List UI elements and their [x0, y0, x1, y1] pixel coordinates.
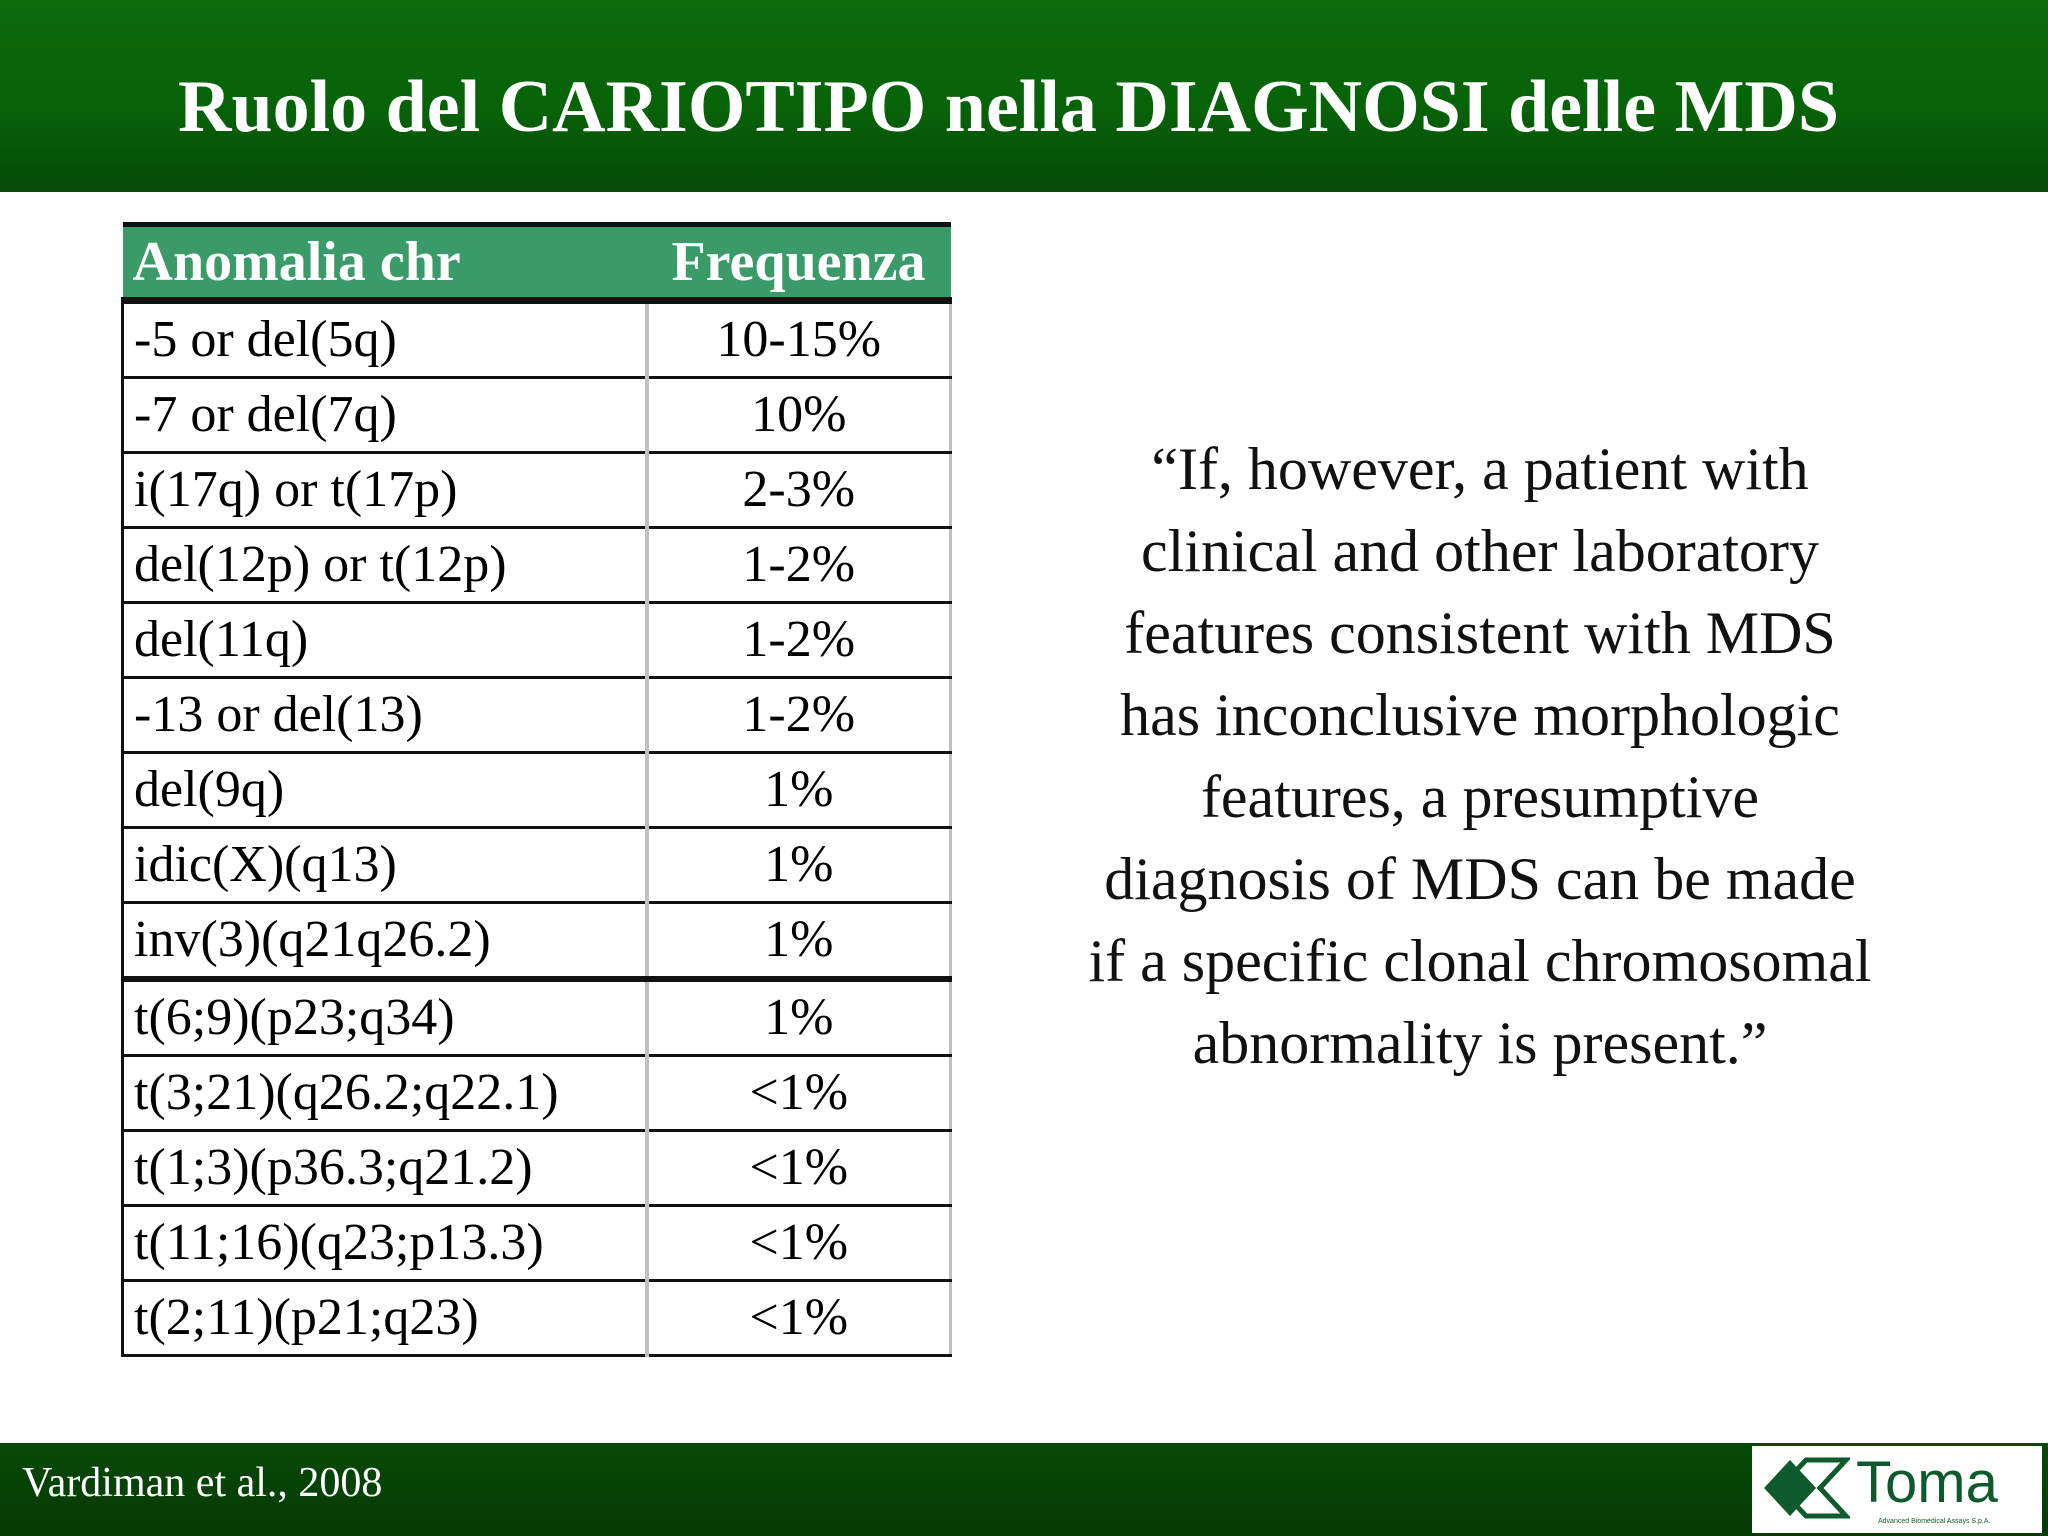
table-row [123, 528, 951, 603]
anomaly-cell: t(1;3)(p36.3;q21.2) [123, 1131, 647, 1206]
frequency-cell: 10-15% [647, 301, 951, 378]
frequency-cell: <1% [647, 1056, 951, 1131]
column-header-anomaly: Anomalia chr [123, 225, 647, 301]
quote-line: if a specific clonal chromosomal [1088, 928, 1872, 994]
frequency-cell: 1% [647, 903, 951, 980]
anomaly-cell: i(17q) or t(17p) [123, 453, 647, 528]
citation: Vardiman et al., 2008 [22, 1460, 383, 1506]
anomaly-cell: idic(X)(q13) [123, 828, 647, 903]
karyotype-table [121, 222, 952, 1357]
quote-line: features, a presumptive [1200, 764, 1760, 830]
title-bar [0, 0, 2048, 192]
anomaly-cell: del(9q) [123, 753, 647, 828]
frequency-cell: 1% [647, 828, 951, 903]
anomaly-cell: del(11q) [123, 603, 647, 678]
frequency-cell: 1-2% [647, 528, 951, 603]
frequency-cell: <1% [647, 1131, 951, 1206]
frequency-cell: 1-2% [647, 603, 951, 678]
table-row [123, 828, 951, 903]
table-row [123, 453, 951, 528]
table-row [123, 1206, 951, 1281]
frequency-cell: 1% [647, 979, 951, 1056]
table-row [123, 378, 951, 453]
anomaly-cell: -7 or del(7q) [123, 378, 647, 453]
anomaly-cell: t(6;9)(p23;q34) [123, 979, 647, 1056]
slide-title: Ruolo del CARIOTIPO nella DIAGNOSI delle MDS [178, 66, 1840, 148]
quote-line: has inconclusive morphologic [1120, 682, 1840, 748]
quote-line: “If, however, a patient with [1151, 436, 1809, 502]
table-row [123, 903, 951, 980]
column-header-frequency: Frequenza [647, 225, 951, 301]
frequency-cell: 1-2% [647, 678, 951, 753]
table-row [123, 1281, 951, 1356]
anomaly-cell: del(12p) or t(12p) [123, 528, 647, 603]
anomaly-cell: -5 or del(5q) [123, 301, 647, 378]
frequency-cell: 1% [647, 753, 951, 828]
logo-wordmark: Toma [1856, 1450, 1998, 1515]
anomaly-cell: t(2;11)(p21;q23) [123, 1281, 647, 1356]
diamond-logo-icon [1760, 1454, 1850, 1522]
table-row [123, 979, 951, 1056]
anomaly-cell: t(3;21)(q26.2;q22.1) [123, 1056, 647, 1131]
anomaly-cell: t(11;16)(q23;p13.3) [123, 1206, 647, 1281]
table-row [123, 1056, 951, 1131]
frequency-cell: 2-3% [647, 453, 951, 528]
anomaly-cell: -13 or del(13) [123, 678, 647, 753]
quote-line: diagnosis of MDS can be made [1104, 846, 1856, 912]
logo-tagline: Advanced Biomedical Assays S.p.A. [1878, 1518, 1991, 1525]
table-row [123, 1131, 951, 1206]
table-header-row [123, 225, 951, 301]
frequency-cell: <1% [647, 1206, 951, 1281]
quote-line: clinical and other laboratory [1140, 518, 1820, 584]
table-row [123, 603, 951, 678]
quote-line: abnormality is present.” [1192, 1010, 1768, 1076]
frequency-cell: 10% [647, 378, 951, 453]
frequency-cell: <1% [647, 1281, 951, 1356]
table-row [123, 301, 951, 378]
quote-block [1030, 428, 1930, 1084]
quote-line: features consistent with MDS [1124, 600, 1836, 666]
company-logo [1752, 1446, 2042, 1533]
table-row [123, 678, 951, 753]
anomaly-cell: inv(3)(q21q26.2) [123, 903, 647, 980]
table-row [123, 753, 951, 828]
